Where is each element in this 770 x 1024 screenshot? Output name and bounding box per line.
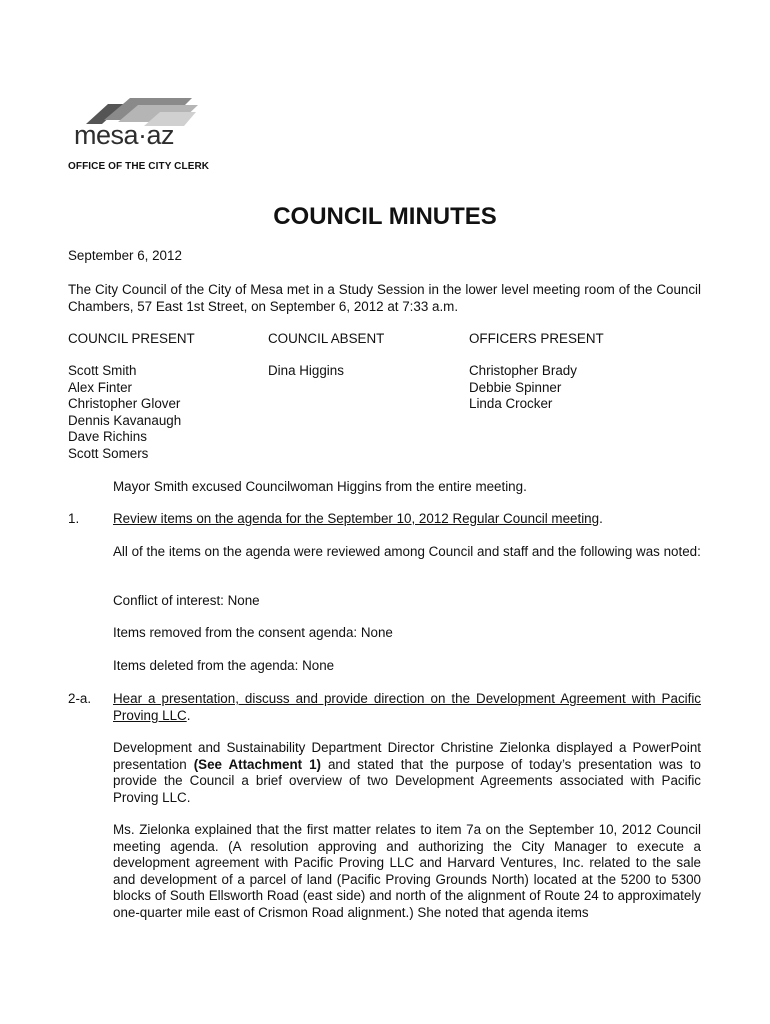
item-1-body: All of the items on the agenda were reviewed among Council and staff and the following was noted: <box>113 544 701 559</box>
item-2a-paragraph-1 <box>113 740 701 806</box>
officers-present-list <box>469 363 577 413</box>
present-member: Alex Finter <box>68 379 132 395</box>
p1-text-a: Development and Sustainability Department Director Christine Zielonka displayed a PowerPoint presentation <box>113 740 701 772</box>
excused-note: Mayor Smith excused Councilwoman Higgins from the entire meeting. <box>113 479 527 494</box>
item-2a-title-text: Hear a presentation, discuss and provide direction on the Development Agreement with Pacific Proving LLC <box>113 691 701 723</box>
absent-member: Dina Higgins <box>268 363 344 378</box>
office-label: OFFICE OF THE CITY CLERK <box>68 161 210 172</box>
item-1-title-text: Review items on the agenda for the September 10, 2012 Regular Council meeting <box>113 511 600 526</box>
item-1-title-period: . <box>599 511 603 526</box>
council-absent-list <box>268 363 344 380</box>
item-2a-title <box>113 691 701 724</box>
present-member: Dave Richins <box>68 429 147 445</box>
item-1-conflict: Conflict of interest: None <box>113 593 260 608</box>
present-member: Christopher Glover <box>68 396 181 412</box>
council-present-list <box>68 363 181 463</box>
present-member: Scott Smith <box>68 363 137 378</box>
item-1-deleted: Items deleted from the agenda: None <box>113 658 335 673</box>
attachment-reference: (See Attachment 1) <box>193 756 321 772</box>
page-title: COUNCIL MINUTES <box>273 203 497 230</box>
present-member: Scott Somers <box>68 445 149 461</box>
item-2a-paragraph-2: Ms. Zielonka explained that the first matter relates to item 7a on the September 10, 2012 Council meeting agenda. (A resolution approving and authorizing the City Manager to execute a development agreement with Pacific Proving LLC and Harvard Ventures, Inc. related to the sale and development of a parcel of land (Pacific Proving Grounds North) located at the 5200 to 5300 blocks of South Ellsworth Road (east side) and north of the alignment of Route 24 to approximately one-quarter mile east of Crismon Road alignment.) She noted that agenda items <box>113 822 701 920</box>
officers-present-heading: OFFICERS PRESENT <box>469 331 604 346</box>
meeting-date: September 6, 2012 <box>68 248 182 263</box>
present-member: Dennis Kavanaugh <box>68 412 182 428</box>
officer: Christopher Brady <box>469 363 577 378</box>
intro-paragraph: The City Council of the City of Mesa met in a Study Session in the lower level meeting room of the Council Chambers, 57 East 1st Street, on September 6, 2012 at 7:33 a.m. <box>68 282 701 314</box>
officer: Debbie Spinner <box>469 379 562 395</box>
item-1-title <box>113 511 701 528</box>
p1-text-c: and stated that the purpose of today’s presentation was to provide the Council a brief overview of two Development Agreements associated with Pacific Proving LLC. <box>113 756 701 805</box>
item-2a-number: 2-a. <box>68 691 92 706</box>
item-2a-title-period: . <box>186 707 191 723</box>
item-1-number: 1. <box>68 511 80 526</box>
officer: Linda Crocker <box>469 396 553 412</box>
item-1-removed: Items removed from the consent agenda: None <box>113 625 393 640</box>
council-present-heading: COUNCIL PRESENT <box>68 331 195 346</box>
logo-wordmark: mesa·az <box>74 120 175 150</box>
council-absent-heading: COUNCIL ABSENT <box>268 331 385 346</box>
